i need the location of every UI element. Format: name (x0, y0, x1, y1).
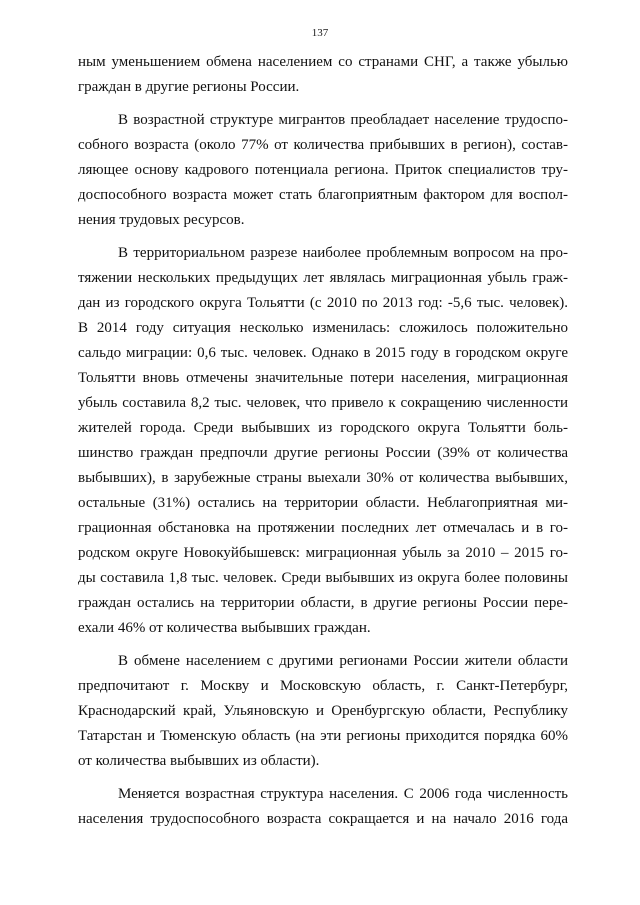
paragraph-gap (78, 100, 568, 108)
text-line: В обмене населением с другими регионами России жители области (118, 653, 568, 669)
paragraph (78, 782, 568, 832)
text-line: убыль составила 8,2 тыс. человек, что привело к сокращению численности (78, 395, 568, 411)
text-line: предпочитают г. Москву и Московскую область, г. Санкт-Петербург, (78, 678, 568, 694)
text-line: ным уменьшением обмена населением со странами СНГ, а также убылью (78, 54, 568, 70)
text-line: ляющее основу кадрового потенциала региона. Приток специалистов тру- (78, 162, 568, 178)
text-line: граждан в другие регионы России. (78, 79, 300, 95)
text-line: родском округе Новокуйбышевск: миграционная убыль за 2010 – 2015 го- (78, 545, 568, 561)
text-line: В 2014 году ситуация несколько изменилась: сложилось положительно (78, 320, 568, 336)
text-line: от количества выбывших из области). (78, 753, 320, 769)
text-line: граждан остались на территории области, в другие регионы России пере- (78, 595, 568, 611)
text-line: остальные (31%) остались на территории области. Неблагоприятная ми- (78, 495, 568, 511)
text-line: жителей города. Среди выбывших из городского округа Тольятти боль- (78, 420, 568, 436)
text-line: грационная обстановка на протяжении последних лет отмечалась и в го- (78, 520, 568, 536)
paragraph (78, 241, 568, 641)
paragraph-gap (78, 233, 568, 241)
text-line: ехали 46% от количества выбывших граждан. (78, 620, 371, 636)
text-line: сальдо миграции: 0,6 тыс. человек. Однако в 2015 году в городском округе (78, 345, 568, 361)
text-line: В территориальном разрезе наиболее проблемным вопросом на про- (118, 245, 568, 261)
text-line: доспособного возраста может стать благоприятным фактором для воспол- (78, 187, 568, 203)
text-line: собного возраста (около 77% от количества прибывших в регион), состав- (78, 137, 568, 153)
text-line: шинство граждан предпочли другие регионы России (39% от количества (78, 445, 568, 461)
text-line: выбывших), в зарубежные страны выехали 30% от количества выбывших, (78, 470, 568, 486)
text-line: В возрастной структуре мигрантов преобладает население трудоспо- (118, 112, 568, 128)
paragraph-gap (78, 774, 568, 782)
text-line: Татарстан и Тюменскую область (на эти регионы приходится порядка 60% (78, 728, 568, 744)
text-line: Тольятти вновь отмечены значительные потери населения, миграционная (78, 370, 568, 386)
text-line: Меняется возрастная структура населения. С 2006 года численность (118, 786, 568, 802)
text-line: нения трудовых ресурсов. (78, 212, 245, 228)
text-line: Краснодарский край, Ульяновскую и Оренбургскую области, Республику (78, 703, 568, 719)
paragraph (78, 50, 568, 100)
text-line: дан из городского округа Тольятти (с 2010 по 2013 год: -5,6 тыс. человек). (78, 295, 568, 311)
paragraph (78, 649, 568, 774)
page-number: 137 (311, 27, 329, 39)
body-text (78, 50, 568, 832)
paragraph (78, 108, 568, 233)
text-line: тяжении нескольких предыдущих лет являлась миграционная убыль граж- (78, 270, 568, 286)
paragraph-gap (78, 641, 568, 649)
text-line: населения трудоспособного возраста сокращается и на начало 2016 года (78, 811, 568, 827)
text-line: ды составила 1,8 тыс. человек. Среди выбывших из округа более половины (78, 570, 568, 586)
